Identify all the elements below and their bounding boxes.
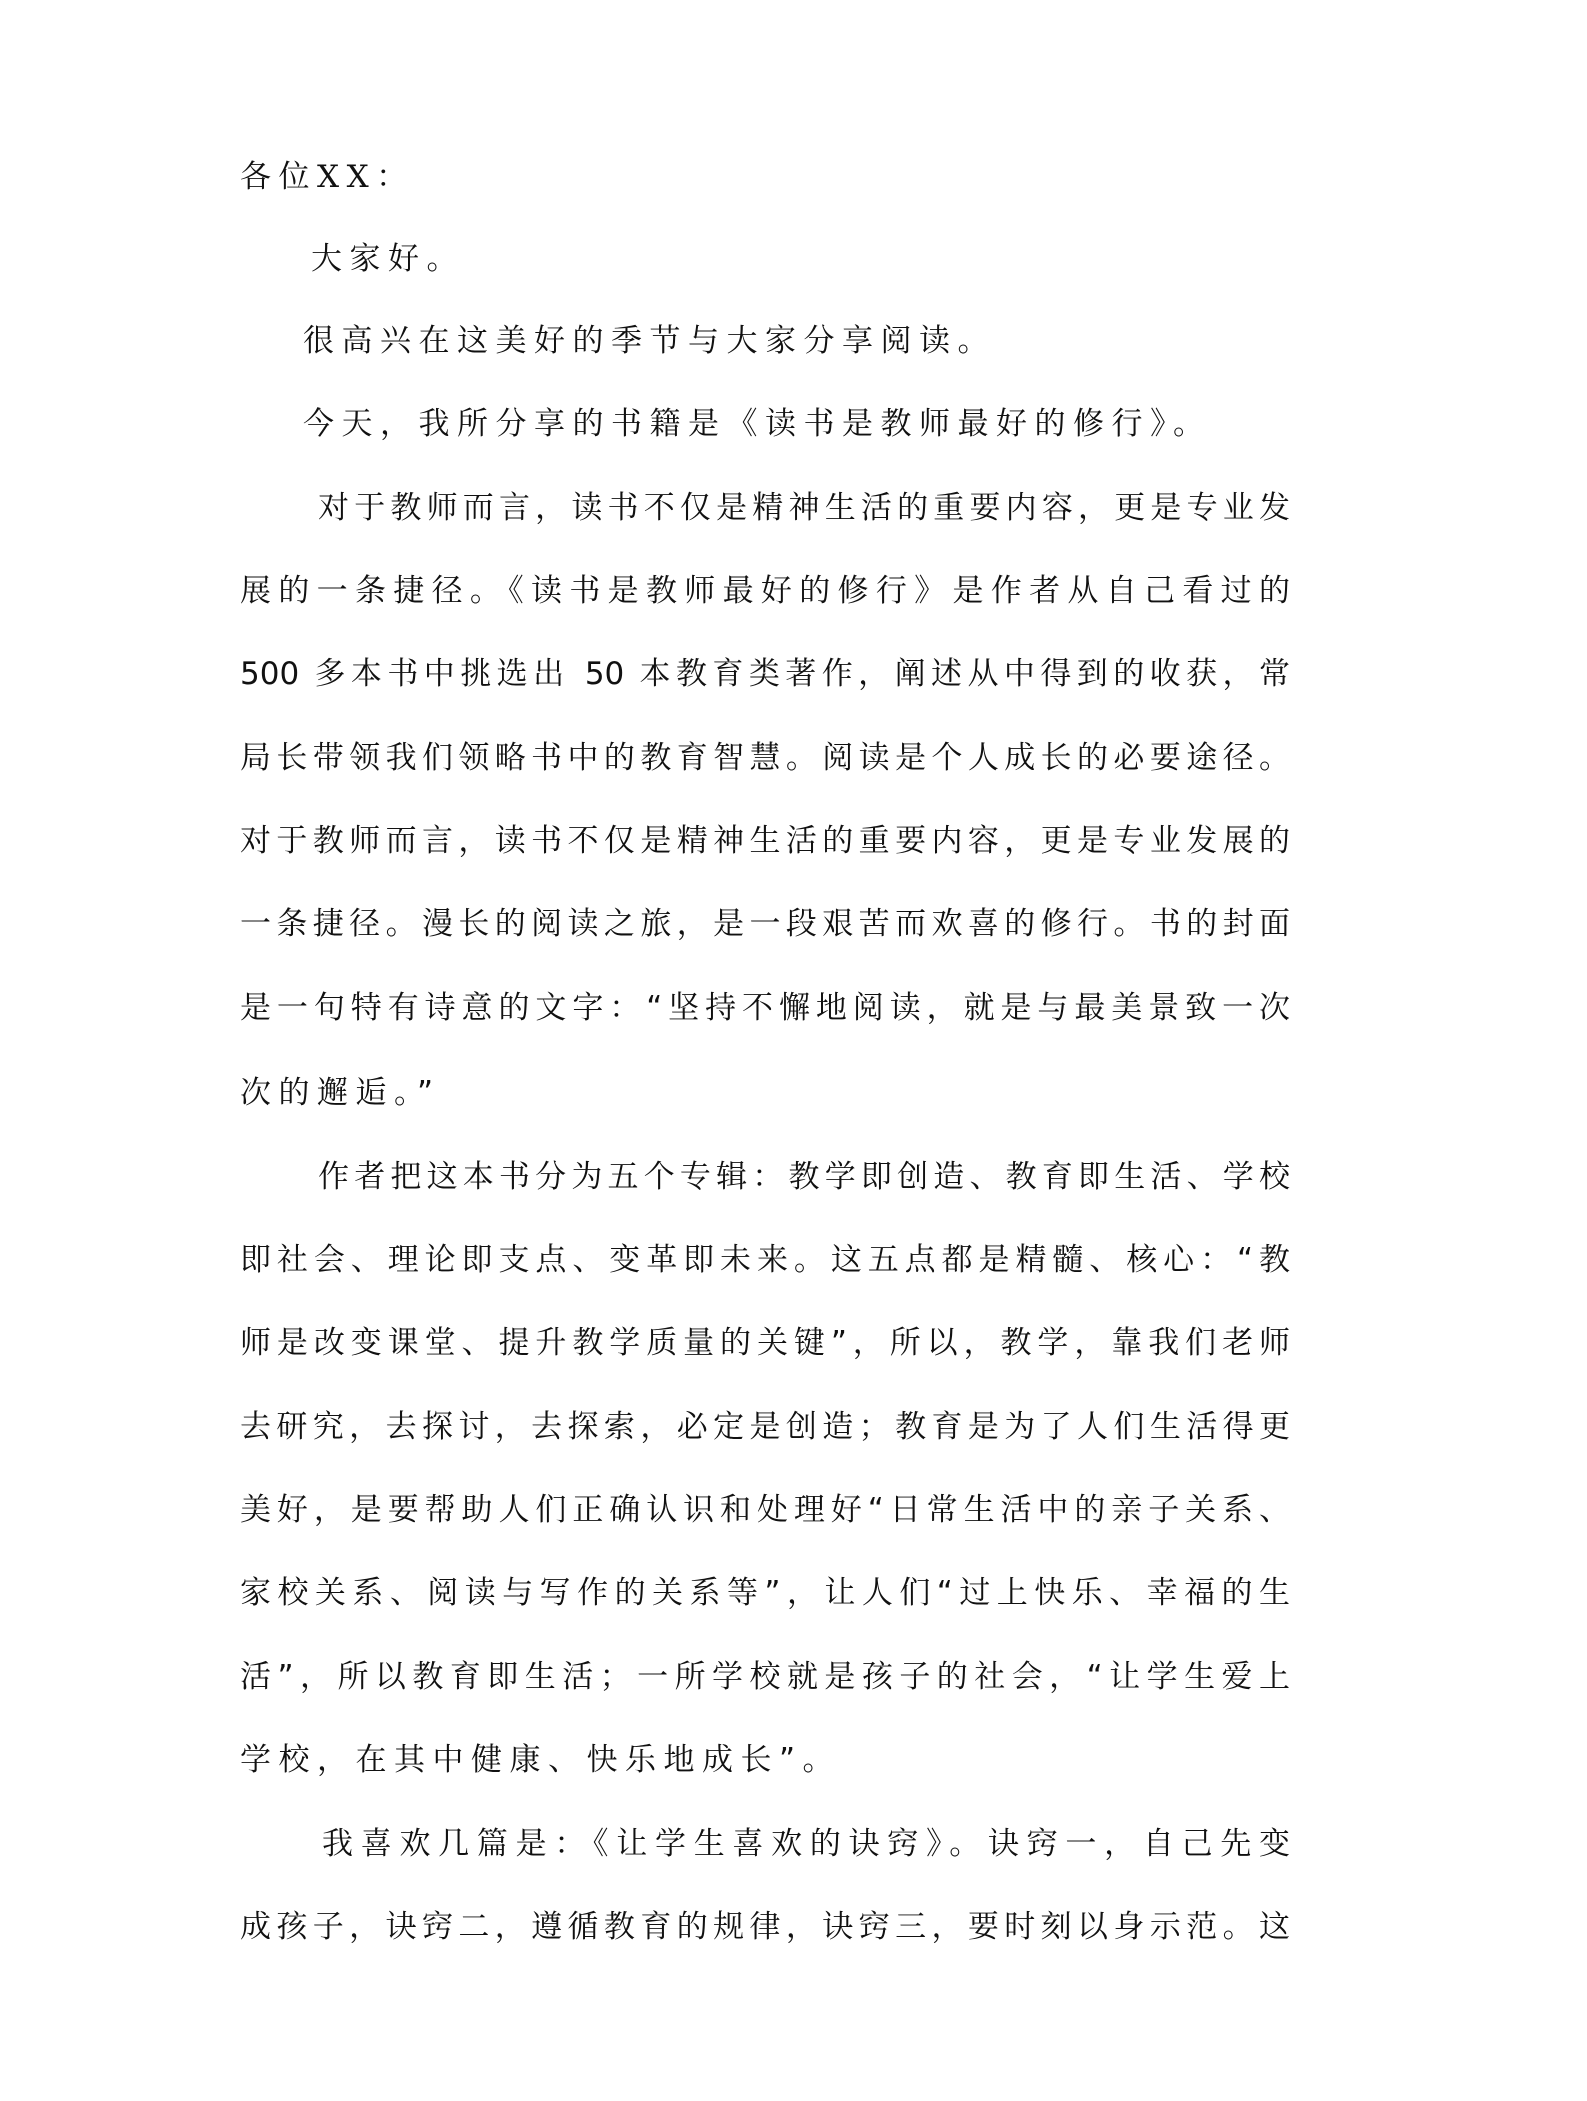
paragraph-line: 对于教师而言，读书不仅是精神生活的重要内容，更是专业发展的	[240, 823, 1290, 859]
paragraph-line: 展的一条捷径。《读书是教师最好的修行》是作者从自己看过的	[240, 573, 1290, 609]
salutation: 各位XX：	[240, 159, 415, 195]
paragraph-line: 作者把这本书分为五个专辑：教学即创造、教育即生活、学校	[318, 1159, 1290, 1195]
paragraph-line: 一条捷径。漫长的阅读之旅，是一段艰苦而欢喜的修行。书的封面	[240, 906, 1290, 942]
paragraph-line: 对于教师而言，读书不仅是精神生活的重要内容，更是专业发	[318, 490, 1290, 526]
book-intro-line: 今天，我所分享的书籍是《读书是教师最好的修行》。	[303, 406, 1212, 442]
paragraph-line: 美好，是要帮助人们正确认识和处理好“日常生活中的亲子关系、	[240, 1492, 1290, 1528]
paragraph-line: 师是改变课堂、提升教学质量的关键”，所以，教学，靠我们老师	[240, 1325, 1290, 1361]
paragraph-line: 即社会、理论即支点、变革即未来。这五点都是精髓、核心：“教	[240, 1242, 1290, 1278]
paragraph-line: 我喜欢几篇是：《让学生喜欢的诀窍》。诀窍一，自己先变	[322, 1826, 1290, 1862]
paragraph-line: 学校，在其中健康、快乐地成长”。	[240, 1742, 842, 1778]
paragraph-line: 500 多本书中挑选出 50 本教育类著作，阐述从中得到的收获，常	[240, 656, 1290, 692]
greeting: 大家好。	[311, 241, 465, 277]
paragraph-line: 活”，所以教育即生活；一所学校就是孩子的社会，“让学生爱上	[240, 1659, 1290, 1695]
paragraph-line: 去研究，去探讨，去探索，必定是创造；教育是为了人们生活得更	[240, 1409, 1290, 1445]
paragraph-line: 是一句特有诗意的文字：“坚持不懈地阅读，就是与最美景致一次	[240, 990, 1290, 1026]
intro-line: 很高兴在这美好的季节与大家分享阅读。	[303, 323, 996, 359]
paragraph-line: 家校关系、阅读与写作的关系等”，让人们“过上快乐、幸福的生	[240, 1575, 1290, 1611]
paragraph-line: 次的邂逅。”	[240, 1075, 441, 1111]
paragraph-line: 成孩子，诀窍二，遵循教育的规律，诀窍三，要时刻以身示范。这	[240, 1909, 1290, 1945]
paragraph-line: 局长带领我们领略书中的教育智慧。阅读是个人成长的必要途径。	[240, 740, 1290, 776]
